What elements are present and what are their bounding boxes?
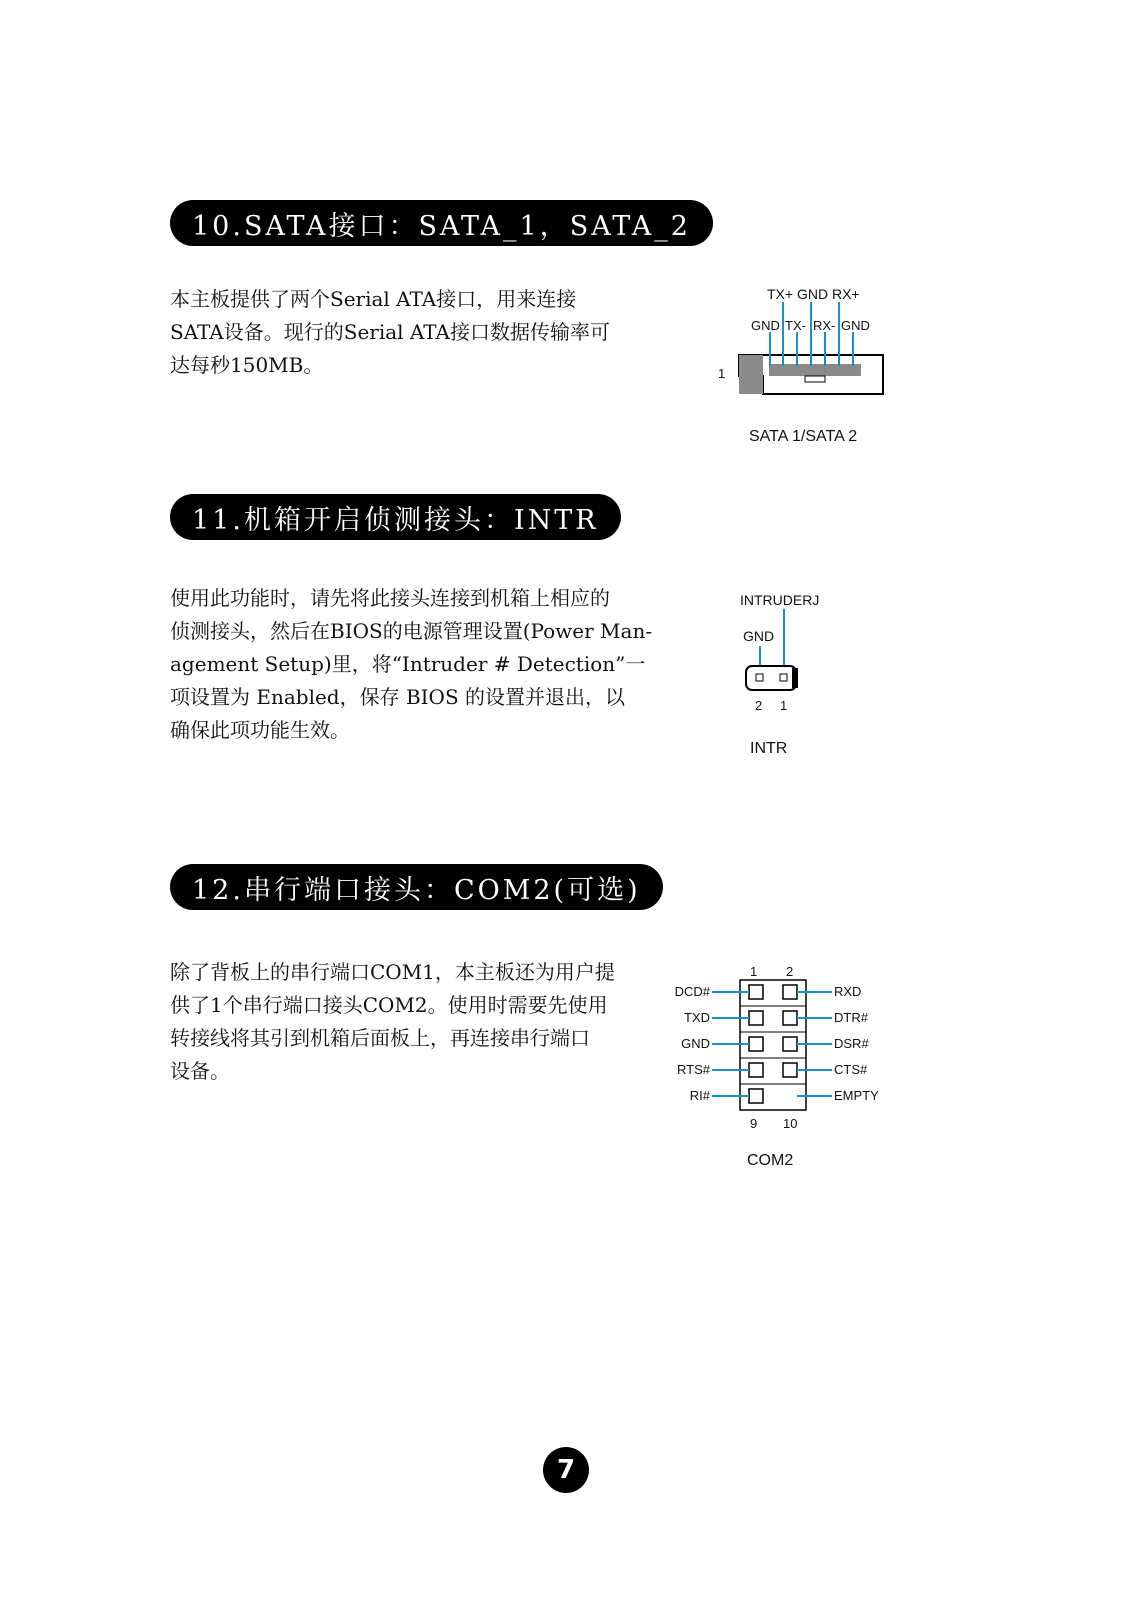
com2-right-pin-label: EMPTY	[834, 1088, 879, 1103]
sata-connector-diagram	[715, 280, 915, 455]
sata-top-pins-label: TX+ GND RX+	[767, 286, 860, 302]
intr-pin-one-label: 1	[780, 698, 788, 713]
section-11-body: 使用此功能时，请先将此接头连接到机箱上相应的 侦测接头，然后在BIOS的电源管理设置(Power Man- agement Setup)里，将“Intruder # Detection”一 项设置为 Enabled，保存 BIOS 的设置并退出，以 确保此项功能生效。	[170, 586, 653, 742]
section-12-heading-text: 12.串行端口接头：COM2(可选)	[192, 874, 641, 906]
com2-header-diagram	[670, 960, 910, 1190]
com2-right-pin-label: RXD	[834, 984, 862, 999]
com2-left-pin-label: DCD#	[674, 984, 710, 999]
sata-connector-key	[739, 355, 763, 394]
com2-right-pin-label: DTR#	[834, 1010, 868, 1025]
com2-col-one-label: 1	[750, 964, 758, 979]
sata-latch-tab	[805, 376, 825, 382]
intr-pin-two	[756, 674, 763, 681]
com2-left-pin-label: TXD	[684, 1010, 710, 1025]
intr-pin-one	[780, 674, 787, 681]
intr-header-notch	[792, 668, 798, 688]
intr-caption: INTR	[750, 740, 788, 757]
section-10-body: 本主板提供了两个Serial ATA接口，用来连接 SATA设备。现行的Serial ATA接口数据传输率可 达每秒150MB。	[170, 287, 610, 377]
com2-bottom-left-label: 9	[750, 1116, 758, 1131]
sata-pin-one-label: 1	[718, 366, 726, 381]
com2-caption: COM2	[747, 1152, 794, 1169]
com2-bottom-right-label: 10	[783, 1116, 798, 1131]
page-number: 7	[543, 1447, 589, 1493]
sata-tx-minus-label: TX-	[785, 318, 806, 333]
intr-pin-two-label: 2	[755, 698, 763, 713]
section-12-body: 除了背板上的串行端口COM1，本主板还为用户提 供了1个串行端口接头COM2。使用时需要先使用 转接线将其引到机箱后面板上，再连接串行端口 设备。	[170, 960, 615, 1083]
section-10-heading	[170, 200, 713, 246]
sata-gnd-left-label: GND	[751, 318, 780, 333]
section-11-heading-text: 11.机箱开启侦测接头：INTR	[192, 504, 599, 536]
com2-left-pin-label: GND	[681, 1036, 710, 1051]
com2-col-two-label: 2	[786, 964, 794, 979]
section-10-heading-text: 10.SATA接口：SATA_1，SATA_2	[192, 210, 691, 242]
intr-gnd-label: GND	[743, 628, 775, 644]
section-11-heading	[170, 494, 621, 540]
sata-rx-minus-label: RX-	[813, 318, 836, 333]
com2-right-pin-label: DSR#	[834, 1036, 869, 1051]
sata-caption: SATA 1/SATA 2	[749, 428, 858, 445]
intr-header-body	[746, 666, 796, 690]
intr-intruder-label: INTRUDERJ	[740, 592, 820, 608]
sata-gnd-right-label: GND	[841, 318, 870, 333]
section-12-heading	[170, 864, 663, 910]
com2-left-pin-label: RI#	[689, 1088, 710, 1103]
intr-header-diagram	[740, 585, 860, 775]
com2-left-pin-label: RTS#	[677, 1062, 710, 1077]
com2-right-pin-label: CTS#	[834, 1062, 868, 1077]
